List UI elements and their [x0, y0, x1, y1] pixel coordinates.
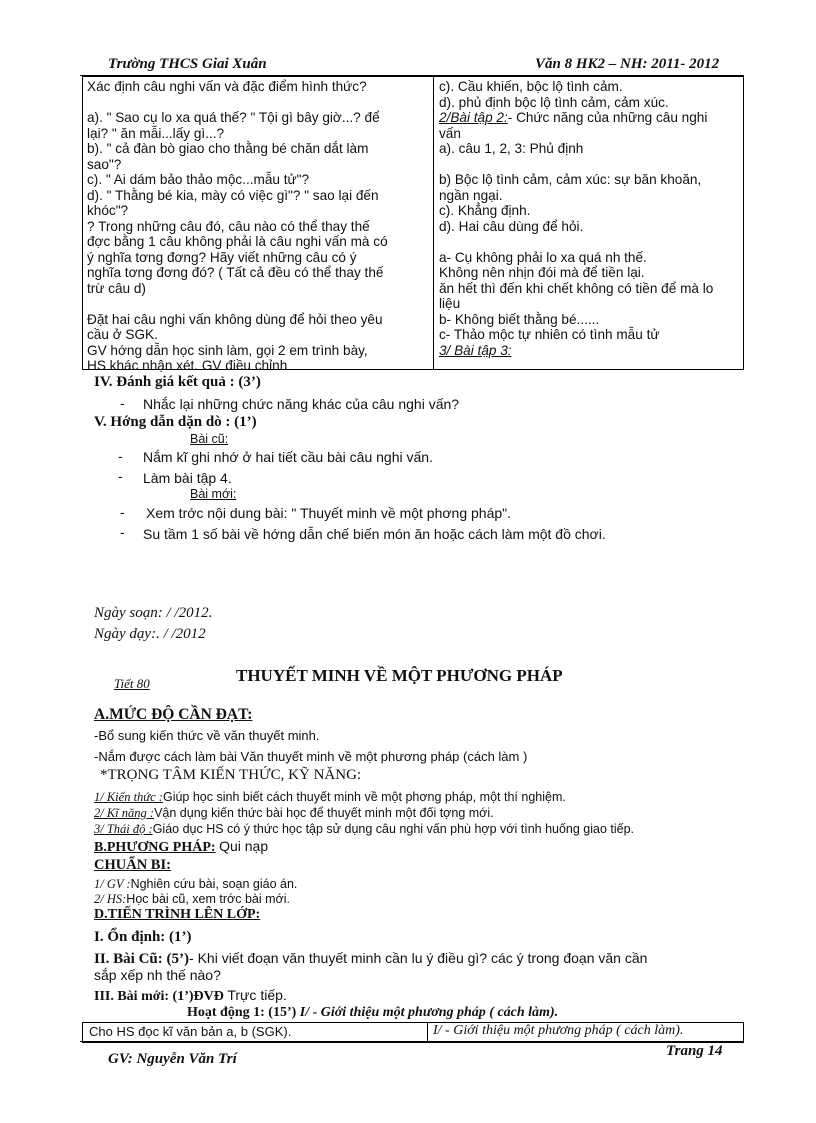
table-left-line: HS khác nhận xét. GV điều chỉnh: [87, 358, 288, 373]
table-right-line: liệu: [439, 296, 461, 311]
section-4-title: IV. Đánh giá kết quả : (3’): [94, 374, 261, 390]
activity-row-left: Cho HS đọc kĩ văn bản a, b (SGK).: [89, 1024, 292, 1039]
skill-line: [94, 806, 494, 821]
table-left-line: c). " Ai dám bảo thảo mộc...mẫu tử"?: [87, 172, 309, 187]
author: GV: Nguyễn Văn Trí: [108, 1051, 237, 1067]
step-2-text: - Khi viết đoạn văn thuyết minh cần lu ý điều gì? các ý trong đoạn văn cần: [189, 950, 648, 966]
bullet-dash: -: [120, 524, 125, 540]
table-left-line: ý nghĩa tơng đơng? Hãy viết những câu có ý: [87, 249, 357, 265]
lesson-number: Tiết 80: [114, 676, 150, 691]
prep-gv-text: Nghiên cứu bài, soạn giáo án.: [130, 877, 298, 891]
table-right-line: b) Bộc lộ tình cảm, cảm xúc: sự băn khoăn,: [439, 172, 702, 187]
old-item-1: Nắm kĩ ghi nhớ ở hai tiết cầu bài câu nghi vấn.: [143, 449, 433, 465]
bullet-dash: -: [120, 504, 125, 520]
table-right-line: [439, 234, 739, 250]
footer-rule: [80, 1041, 744, 1042]
part-a-item-1: -Bổ sung kiến thức về văn thuyết minh.: [94, 728, 320, 743]
exercise-table: [82, 76, 744, 373]
table-left-line: [87, 95, 429, 111]
table-left-line: sao"?: [87, 156, 122, 172]
table-left-line: khóc"?: [87, 203, 129, 218]
table-right-column: [439, 79, 739, 358]
table-right-line: vấn: [439, 125, 461, 141]
activity-text: I/ - Giới thiệu một phương pháp ( cách làm).: [299, 1005, 559, 1020]
part-d-title: D.TIẾN TRÌNH LÊN LỚP:: [94, 907, 261, 922]
skill-text: Vận dụng kiến thức bài học để thuyết minh một đối tợng mới.: [154, 806, 494, 820]
lesson-title: THUYẾT MINH VỀ MỘT PHƯƠNG PHÁP: [236, 666, 563, 685]
table-left-line: nghĩa tơng đơng đó? ( Tất cả đều có thể thay thế: [87, 265, 384, 280]
knowledge-line: [94, 790, 566, 805]
part-b-line: [94, 838, 268, 856]
step-2-label: II. Bài Cũ: (5’): [94, 951, 190, 967]
prep-gv-line: [94, 877, 297, 892]
section-4-item: Nhắc lại những chức năng khác của câu nghi vấn?: [143, 396, 460, 412]
new-lesson-label: Bài mới:: [190, 487, 237, 501]
attitude-line: [94, 822, 634, 837]
table-right-line: a). câu 1, 2, 3: Phủ định: [439, 141, 584, 156]
table-right-line: Không nên nhịn đói mà để tiền lại.: [439, 265, 645, 280]
bullet-dash: -: [120, 395, 125, 411]
table-right-line: c). Cầu khiến, bộc lộ tình cảm.: [439, 79, 623, 94]
table-left-column: [87, 79, 429, 374]
activity-line: [187, 1005, 558, 1021]
table-right-line: 3/ Bài tập 3:: [439, 342, 512, 358]
attitude-text: Giáo dục HS có ý thức học tập sử dụng câu nghi vấn phù hợp với tình huống giao tiếp.: [152, 822, 635, 836]
table-left-line: cầu ở SGK.: [87, 327, 158, 342]
table-left-line: [87, 296, 429, 312]
table-left-line: a). " Sao cụ lo xa quá thế? " Tội gì bây giờ...? để: [87, 110, 380, 125]
section-5-title: V. Hớng dẫn dặn dò : (1’): [94, 414, 257, 430]
prep-gv-label: 1/ GV :: [94, 877, 131, 891]
table-right-line: c- Thảo mộc tự nhiên có tình mẫu tử: [439, 327, 660, 342]
page-number: Trang 14: [666, 1043, 723, 1059]
table-left-line: Đặt hai câu nghi vấn không dùng để hỏi theo yêu: [87, 311, 383, 327]
school-name: Trường THCS Giai Xuân: [108, 56, 267, 72]
prep-date: Ngày soạn: / /2012.: [94, 605, 213, 621]
table-right-line: ngần ngại.: [439, 187, 503, 203]
course-info: Văn 8 HK2 – NH: 2011- 2012: [535, 56, 720, 72]
table-right-line: b- Không biết thằng bé......: [439, 311, 600, 327]
step-3-text: Trực tiếp.: [227, 987, 287, 1003]
knowledge-text: Giúp học sinh biết cách thuyết minh về một phơng pháp, một thí nghiệm.: [162, 790, 566, 804]
table-right-line: ăn hết thì đến khi chết không có tiền để mà lo: [439, 280, 714, 296]
prep-hs-label: 2/ HS:: [94, 892, 127, 906]
table-left-line: trừ câu d): [87, 280, 146, 296]
step-3-label: III. Bài mới: (1’)ĐVĐ: [94, 989, 224, 1004]
focus-heading: *TRỌNG TÂM KIẾN THỨC, KỸ NĂNG:: [100, 767, 362, 783]
table-left-line: b). " cả đàn bò giao cho thằng bé chăn dắt làm: [87, 141, 369, 156]
table-right-line: d). Hai câu dùng để hỏi.: [439, 218, 584, 234]
table-left-line: Xác định câu nghi vấn và đặc điểm hình thức?: [87, 79, 367, 94]
table-right-line: [439, 157, 739, 173]
step-3-line: [94, 987, 287, 1005]
old-item-2: Làm bài tập 4.: [143, 470, 232, 486]
table-divider: [427, 1023, 428, 1042]
step-2-line: [94, 950, 647, 968]
prep-hs-line: [94, 892, 290, 907]
bullet-dash: -: [118, 448, 123, 464]
table-right-line: c). Khẳng định.: [439, 203, 531, 218]
activity-row-right: I/ - Giới thiệu một phương pháp ( cách làm).: [433, 1023, 684, 1038]
knowledge-label: 1/ Kiến thức :: [94, 790, 163, 804]
table-left-line: d). " Thằng bé kia, mày có việc gì"? " sao lại đến: [87, 187, 379, 203]
attitude-label: 3/ Thái độ :: [94, 822, 153, 836]
table-left-line: đợc bằng 1 câu không phải là câu nghi vấn mà có: [87, 234, 388, 249]
skill-label: 2/ Kĩ năng :: [94, 806, 155, 820]
activity-label: Hoạt động 1: (15’): [187, 1005, 297, 1020]
bullet-dash: -: [118, 468, 123, 484]
table-divider: [433, 77, 434, 369]
table-right-line: a- Cụ không phải lo xa quá nh thế.: [439, 249, 647, 265]
table-left-line: ? Trong những câu đó, câu nào có thể thay thế: [87, 218, 370, 234]
old-lesson-label: Bài cũ:: [190, 432, 229, 446]
part-a-item-2: -Nắm được cách làm bài Văn thuyết minh về một phương pháp (cách làm ): [94, 749, 528, 764]
new-item-2: Su tầm 1 số bài về hớng dẫn chế biến món ăn hoặc cách làm một đồ chơi.: [143, 526, 606, 542]
table-right-line: d). phủ định bộc lộ tình cảm, cảm xúc.: [439, 94, 669, 110]
step-2-text-cont: sắp xếp nh thế nào?: [94, 967, 221, 983]
part-a-title: A.MỨC ĐỘ CẦN ĐẠT:: [94, 706, 253, 723]
table-right-line: 2/Bài tập 2:- Chức năng của những câu nghi: [439, 110, 708, 125]
table-left-line: GV hớng dẫn học sinh làm, gọi 2 em trình bày,: [87, 342, 368, 358]
activity-table: [82, 1022, 744, 1043]
prep-title: CHUẨN BI:: [94, 857, 171, 873]
part-b-value: Qui nạp: [219, 838, 269, 854]
teach-date: Ngày dạy:. / /2012: [94, 626, 206, 642]
prep-hs-text: Học bài cũ, xem trớc bài mới.: [126, 892, 290, 906]
part-b-title: B.PHƯƠNG PHÁP:: [94, 840, 216, 855]
table-left-line: lại? " ăn mẫi...lấy gì...?: [87, 125, 225, 141]
step-1: I. Ổn định: (1’): [94, 929, 192, 945]
new-item-1: Xem trớc nội dung bài: " Thuyết minh về một phơng pháp".: [146, 505, 512, 521]
